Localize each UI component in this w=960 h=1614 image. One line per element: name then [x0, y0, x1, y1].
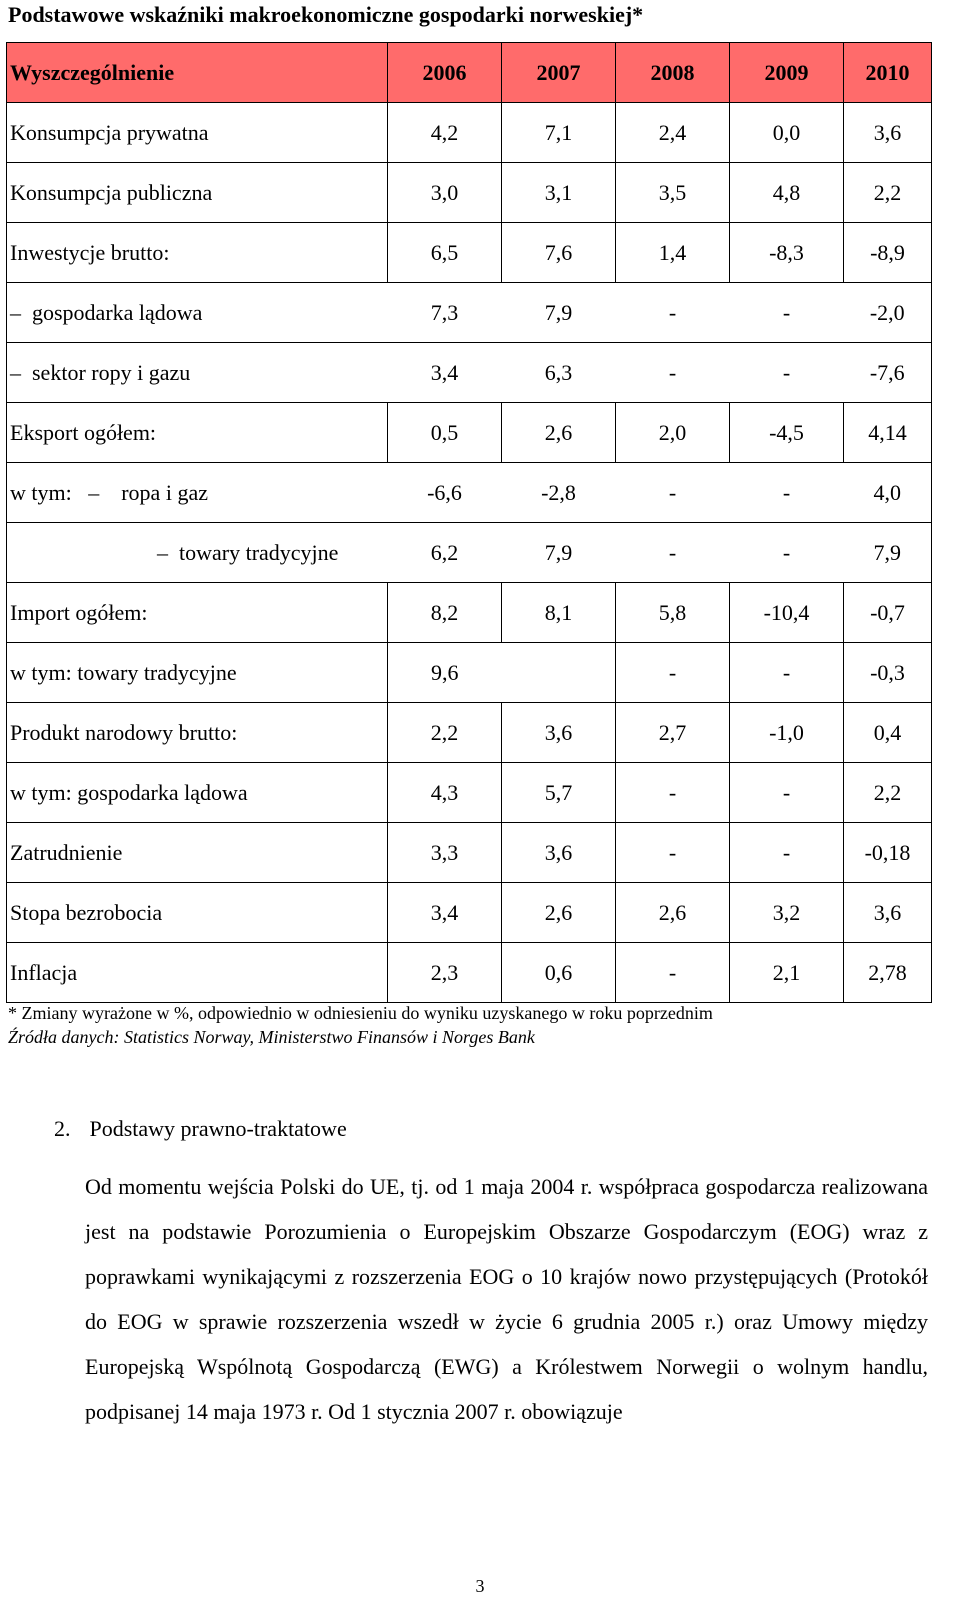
row-label	[7, 763, 388, 823]
dash-marker: –	[157, 539, 168, 565]
cell-value: 3,0	[388, 163, 502, 223]
cell-value: -	[616, 763, 730, 823]
table-row	[7, 883, 932, 943]
cell-value: 7,6	[502, 223, 616, 283]
row-label-text: Produkt narodowy brutto:	[10, 719, 238, 745]
row-label	[7, 583, 388, 643]
row-label-text: Konsumpcja publiczna	[10, 179, 213, 205]
cell-value: 0,6	[502, 943, 616, 1003]
cell-value: 8,1	[502, 583, 616, 643]
cell-value: -2,0	[844, 283, 932, 343]
cell-value: 0,5	[388, 403, 502, 463]
section-paragraph: Od momentu wejścia Polski do UE, tj. od 1 maja 2004 r. współpraca gospodarcza realizowana jest na podstawie Porozumienia o Europejskim Obszarze Gospodarczym (EOG) wraz z poprawkami wynikającymi z rozszerzenia EOG o 10 krajów nowo przystępujących (Protokół do EOG w sprawie rozszerzenia wszedł w życie 6 grudnia 2005 r.) oraz Umowy między Europejską Wspólnotą Gospodarczą (EWG) a Królestwem Norwegii o wolnym handlu, podpisanej 14 maja 1973 r. Od 1 stycznia 2007 r. obowiązuje	[85, 1174, 928, 1424]
cell-value: 3,6	[502, 823, 616, 883]
cell-value: -6,6	[388, 463, 502, 523]
cell-value: -	[730, 643, 844, 703]
cell-value: -2,8	[502, 463, 616, 523]
table-row	[7, 763, 932, 823]
header-year: 2006	[388, 43, 502, 103]
row-label-text: Inflacja	[10, 959, 78, 985]
cell-value: -8,9	[844, 223, 932, 283]
row-label	[7, 703, 388, 763]
cell-value: 7,9	[502, 283, 616, 343]
header-label: Wyszczególnienie	[7, 43, 388, 103]
header-year: 2010	[844, 43, 932, 103]
cell-value: -	[730, 343, 844, 403]
table-row	[7, 523, 932, 583]
page-number: 3	[475, 1576, 485, 1596]
cell-value: -0,7	[844, 583, 932, 643]
cell-value: 3,3	[388, 823, 502, 883]
row-label-text: Import ogółem:	[10, 599, 148, 625]
cell-value: 2,6	[616, 883, 730, 943]
row-label-text: Konsumpcja prywatna	[10, 119, 209, 145]
row-label	[7, 283, 388, 343]
cell-value: -1,0	[730, 703, 844, 763]
row-label-text: towary tradycyjne	[179, 539, 339, 565]
cell-value: 2,3	[388, 943, 502, 1003]
row-label-text: Stopa bezrobocia	[10, 899, 163, 925]
cell-value: 2,2	[388, 703, 502, 763]
cell-value: -0,3	[844, 643, 932, 703]
cell-value: 2,78	[844, 943, 932, 1003]
table-row	[7, 283, 932, 343]
cell-value: 3,4	[388, 343, 502, 403]
cell-value: -10,4	[730, 583, 844, 643]
cell-value: 4,3	[388, 763, 502, 823]
cell-value: 5,8	[616, 583, 730, 643]
table-row	[7, 463, 932, 523]
cell-value: -8,3	[730, 223, 844, 283]
row-label-text: Zatrudnienie	[10, 839, 123, 865]
cell-value: -7,6	[844, 343, 932, 403]
table-row	[7, 823, 932, 883]
cell-value: 3,6	[844, 103, 932, 163]
table-row	[7, 583, 932, 643]
table-row	[7, 703, 932, 763]
cell-value: 9,6	[388, 643, 502, 703]
cell-value: 3,4	[388, 883, 502, 943]
cell-value: 7,9	[502, 523, 616, 583]
row-label	[7, 823, 388, 883]
cell-value: -	[616, 523, 730, 583]
row-prefix: w tym:	[10, 479, 72, 505]
dash-marker: –	[10, 299, 21, 325]
cell-value: 8,2	[388, 583, 502, 643]
row-label	[7, 103, 388, 163]
macro-indicators-table	[6, 42, 932, 1003]
data-source: Źródła danych: Statistics Norway, Ministerstwo Finansów i Norges Bank	[8, 1027, 535, 1047]
cell-value: 4,0	[844, 463, 932, 523]
cell-value: -	[730, 763, 844, 823]
cell-value: 6,3	[502, 343, 616, 403]
row-label	[7, 343, 388, 403]
cell-value: 3,2	[730, 883, 844, 943]
table-row	[7, 343, 932, 403]
section-number: 2.	[54, 1116, 71, 1141]
footnote: * Zmiany wyrażone w %, odpowiednio w odniesieniu do wyniku uzyskanego w roku poprzednim	[8, 1003, 713, 1023]
cell-value: -	[616, 343, 730, 403]
table-row	[7, 643, 932, 703]
cell-value: -	[730, 463, 844, 523]
cell-value: 2,2	[844, 763, 932, 823]
cell-value	[502, 643, 616, 703]
table-row	[7, 943, 932, 1003]
cell-value: 7,3	[388, 283, 502, 343]
cell-value: 2,2	[844, 163, 932, 223]
cell-value: 4,14	[844, 403, 932, 463]
cell-value: 7,1	[502, 103, 616, 163]
cell-value: -	[616, 823, 730, 883]
cell-value: 6,2	[388, 523, 502, 583]
row-label-text: ropa i gaz	[121, 479, 208, 505]
cell-value: 5,7	[502, 763, 616, 823]
row-label-text: Eksport ogółem:	[10, 419, 157, 445]
cell-value: -	[730, 523, 844, 583]
cell-value: -	[616, 463, 730, 523]
cell-value: 6,5	[388, 223, 502, 283]
cell-value: -4,5	[730, 403, 844, 463]
cell-value: -0,18	[844, 823, 932, 883]
row-label-text: Inwestycje brutto:	[10, 239, 170, 265]
cell-value: 3,5	[616, 163, 730, 223]
row-label	[7, 463, 388, 523]
cell-value: 3,6	[844, 883, 932, 943]
row-label	[7, 403, 388, 463]
cell-value: 4,8	[730, 163, 844, 223]
cell-value: 7,9	[844, 523, 932, 583]
cell-value: -	[730, 823, 844, 883]
table-row	[7, 403, 932, 463]
cell-value: 2,7	[616, 703, 730, 763]
cell-value: 2,6	[502, 403, 616, 463]
table-header-row	[7, 43, 932, 103]
table-body	[7, 103, 932, 1003]
row-label-text: sektor ropy i gazu	[32, 359, 191, 385]
row-label	[7, 643, 388, 703]
cell-value: 1,4	[616, 223, 730, 283]
cell-value: 2,1	[730, 943, 844, 1003]
cell-value: 2,0	[616, 403, 730, 463]
cell-value: 0,4	[844, 703, 932, 763]
table-row	[7, 103, 932, 163]
row-label	[7, 943, 388, 1003]
dash-marker: –	[10, 359, 21, 385]
cell-value: 2,4	[616, 103, 730, 163]
header-year: 2008	[616, 43, 730, 103]
header-year: 2009	[730, 43, 844, 103]
table-row	[7, 223, 932, 283]
cell-value: 3,6	[502, 703, 616, 763]
row-label	[7, 883, 388, 943]
row-label-text: w tym: towary tradycyjne	[10, 659, 237, 685]
cell-value: -	[616, 643, 730, 703]
document-title: Podstawowe wskaźniki makroekonomiczne gospodarki norweskiej*	[8, 2, 644, 27]
dash-marker: –	[88, 479, 100, 505]
cell-value: -	[616, 943, 730, 1003]
cell-value: -	[616, 283, 730, 343]
cell-value: 3,1	[502, 163, 616, 223]
row-label	[7, 523, 388, 583]
header-year: 2007	[502, 43, 616, 103]
row-label	[7, 223, 388, 283]
cell-value: -	[730, 283, 844, 343]
table-row	[7, 163, 932, 223]
row-label-text: gospodarka lądowa	[32, 299, 203, 325]
cell-value: 4,2	[388, 103, 502, 163]
section-title: Podstawy prawno-traktatowe	[89, 1116, 347, 1141]
section-heading	[54, 1114, 347, 1144]
cell-value: 2,6	[502, 883, 616, 943]
row-label-text: w tym: gospodarka lądowa	[10, 779, 248, 805]
cell-value: 0,0	[730, 103, 844, 163]
row-label	[7, 163, 388, 223]
